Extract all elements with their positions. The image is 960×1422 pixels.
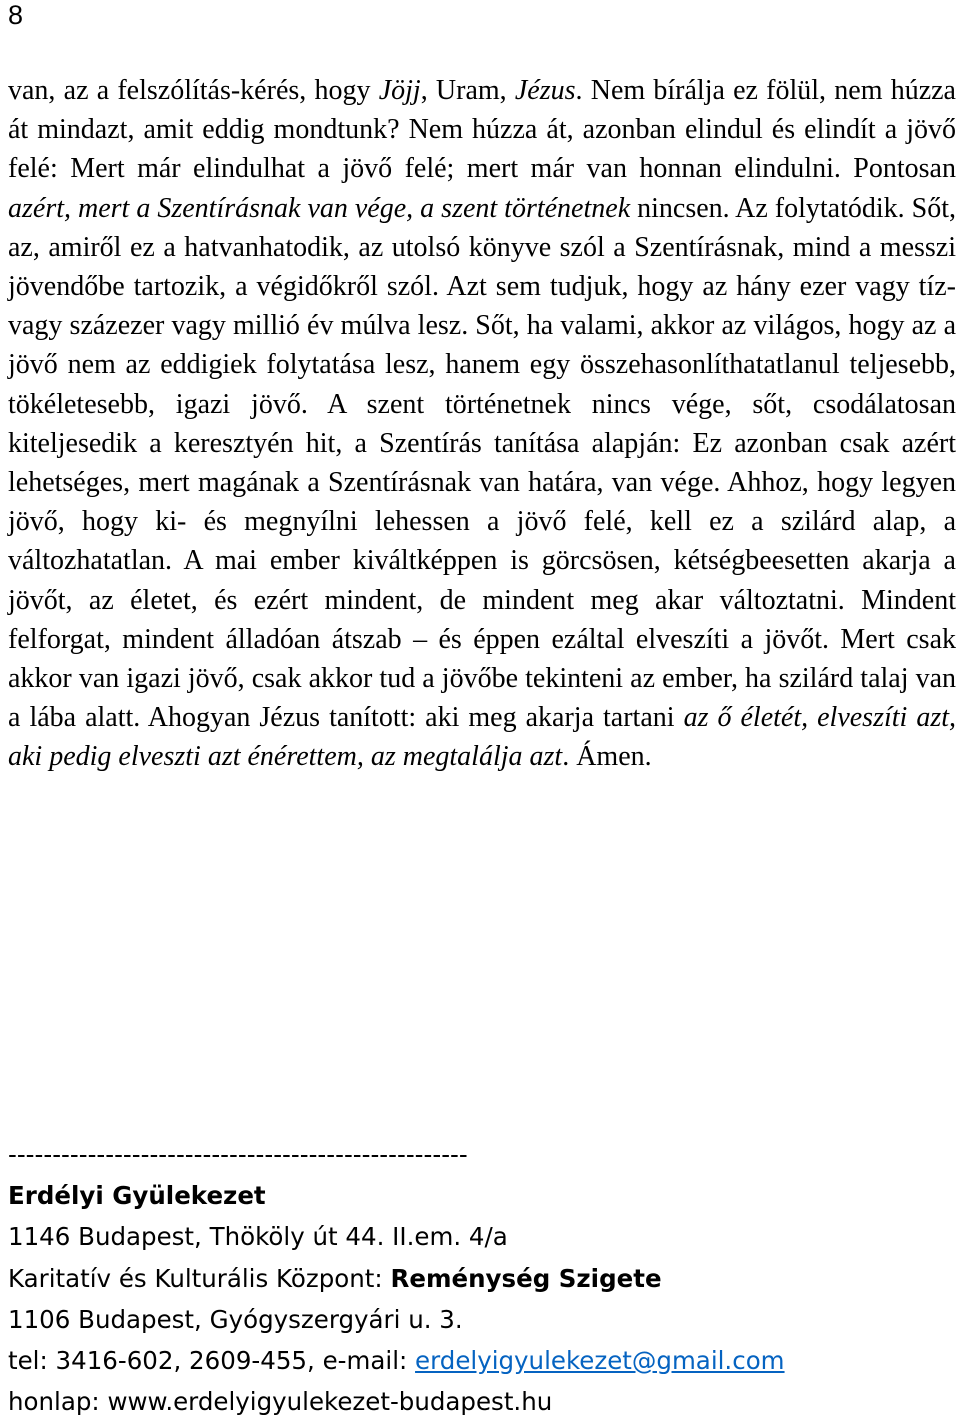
address-line: 1146 Budapest, Thököly út 44. II.em. 4/a xyxy=(8,1222,508,1252)
italic-text-run: azért, mert a Szentírásnak van vége, a szent történetnek xyxy=(8,192,631,224)
address-line: 1106 Budapest, Gyógyszergyári u. 3. xyxy=(8,1304,463,1334)
text-run: nincsen. Az folytatódik. Sőt, az, amiről ez a hatvanhatodik, az utolsó könyve szól a Szentírásnak, mind a messzi jövendőbe tartozik, a végidőkről szól. Azt sem tudjuk, hogy az hány ezer vagy tíz- vagy százezer vagy millió év múlva lesz. Sőt, ha valami, akkor az világos, hogy az a jövő nem az eddigiek folytatása lesz, hanem egy összehasonlíthatatlanul teljesebb, tökéletesebb, igazi jövő. A szent történetnek nincs vége, sőt, csodálatosan kiteljesedik a keresztyén hit, a Szentírás tanítása alapján: Ez azonban csak azért lehetséges, mert magának a Szentírásnak van határa, van vége. Ahhoz, hogy legyen jövő, hogy ki- és megnyílni lehessen a jövő felé, kell ez a szilárd alap, a változhatatlan. A mai ember kiváltképpen is görcsösen, kétségbeesetten akarja a jövőt, az életet, és ezért mindent, de mindent meg akar változtatni. Mindent felforgat, mindent álladóan átszab – és éppen ezáltal elveszíti a jövőt. Mert csak akkor van igazi jövő, csak akkor tud a jövőbe tekinteni az ember, ha szilárd talaj van a lába alatt. Ahogyan Jézus tanított: aki meg akarja tartani xyxy=(8,192,956,734)
website-line: honlap: www.erdelyigyulekezet-budapest.hu xyxy=(8,1387,553,1417)
italic-text-run: az ő életét, elveszíti azt, aki pedig elveszti azt énérettem, az megtalálja azt xyxy=(8,702,956,773)
sermon-paragraph xyxy=(8,71,956,777)
text-run: van, az a felszólítás-kérés, hogy xyxy=(8,75,379,106)
organization-name: Erdélyi Gyülekezet xyxy=(8,1181,266,1211)
center-line xyxy=(8,1258,948,1299)
center-name: Reménység Szigete xyxy=(390,1263,662,1293)
italic-text-run: Jézus xyxy=(514,75,576,106)
separator-line: ---------------------------------------------------- xyxy=(8,1140,468,1169)
contact-line xyxy=(8,1340,948,1381)
text-run: . Nem bírálja ez fölül, nem húzza át mindazt, amit eddig mondtunk? Nem húzza át, azonban elindul és elindít a jövő felé: Mert már elindulhat a jövő felé; mert már van honnan elindulni. Pontosan xyxy=(8,75,956,185)
page-number: 8 xyxy=(8,0,24,30)
phone-prefix: tel: 3416-602, 2609-455, e-mail: xyxy=(8,1346,416,1376)
text-run: . Ámen. xyxy=(562,741,652,773)
contact-footer xyxy=(8,1134,948,1422)
email-link[interactable]: erdelyigyulekezet@gmail.com xyxy=(415,1346,785,1376)
text-run: , Uram, xyxy=(420,75,515,106)
italic-text-run: Jöjj xyxy=(378,75,421,106)
center-prefix: Karitatív és Kulturális Központ: xyxy=(8,1263,391,1293)
